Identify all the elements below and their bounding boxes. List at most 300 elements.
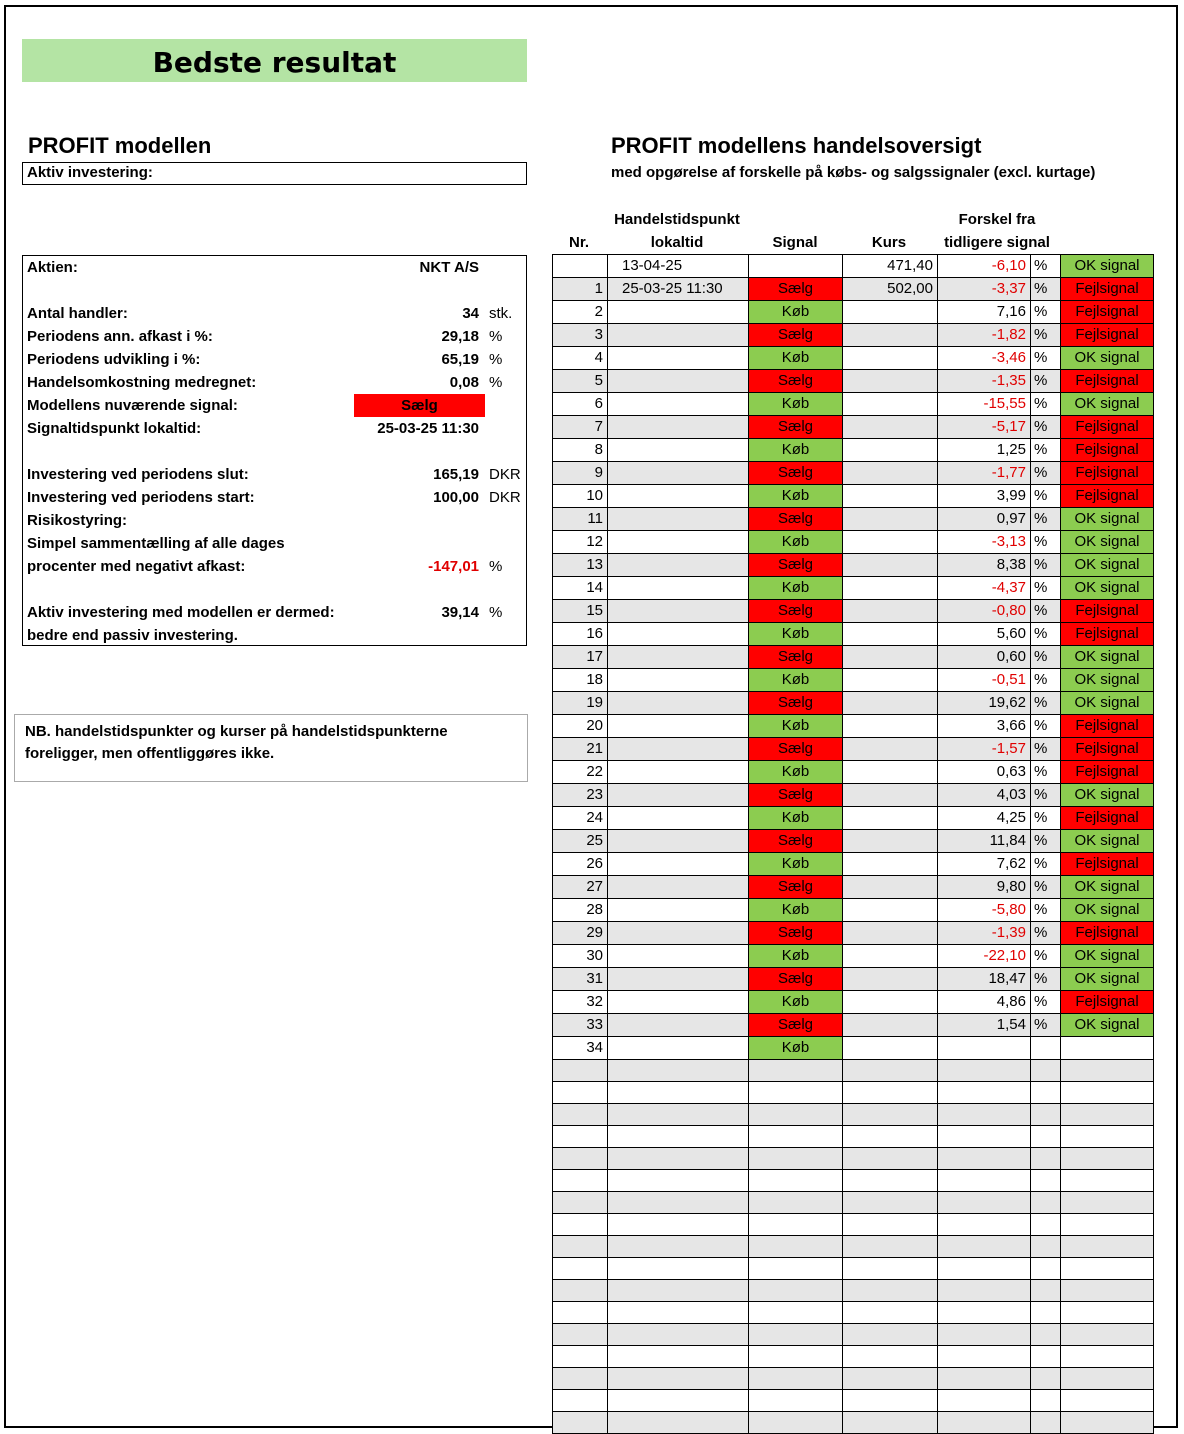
table-row: [553, 692, 1154, 715]
cell-nr: [553, 1412, 608, 1434]
cell-nr: 13: [553, 554, 608, 577]
cell-status: Fejlsignal: [1061, 324, 1154, 347]
cell-signal: Køb: [749, 393, 843, 416]
cell-signal: [749, 1082, 843, 1104]
cell-status: Fejlsignal: [1061, 807, 1154, 830]
cell-kurs: [843, 1412, 938, 1434]
stat-value: 25-03-25 11:30: [377, 420, 479, 437]
cell-diff: 5,60: [938, 623, 1031, 646]
table-row: [553, 738, 1154, 761]
cell-time: [608, 1014, 749, 1037]
stat-signaltidspunkt: [27, 417, 523, 440]
stat-label: Investering ved periodens slut:: [27, 466, 249, 483]
cell-kurs: [843, 1126, 938, 1148]
cell-diff: -3,13: [938, 531, 1031, 554]
cell-signal: Sælg: [749, 370, 843, 393]
cell-pct: %: [1031, 738, 1061, 761]
table-row: [553, 1126, 1154, 1148]
cell-status: [1061, 1324, 1154, 1346]
cell-signal: Køb: [749, 853, 843, 876]
stat-unit: %: [489, 328, 503, 345]
cell-time: [608, 1214, 749, 1236]
stat-investering-slut: [27, 463, 523, 486]
cell-status: OK signal: [1061, 1014, 1154, 1037]
cell-time: [608, 1148, 749, 1170]
cell-status: [1061, 1082, 1154, 1104]
table-row: [553, 1104, 1154, 1126]
table-row: [553, 485, 1154, 508]
cell-pct: %: [1031, 324, 1061, 347]
cell-signal: [749, 1126, 843, 1148]
cell-kurs: [843, 761, 938, 784]
cell-diff: 1,25: [938, 439, 1031, 462]
cell-time: [608, 462, 749, 485]
cell-diff: [938, 1324, 1031, 1346]
table-row: [553, 807, 1154, 830]
stat-label: procenter med negativt afkast:: [27, 558, 246, 575]
cell-signal: Sælg: [749, 876, 843, 899]
cell-signal: Køb: [749, 577, 843, 600]
stat-antal-handler: [27, 302, 523, 325]
table-row: [553, 646, 1154, 669]
cell-pct: %: [1031, 968, 1061, 991]
cell-time: [608, 393, 749, 416]
cell-nr: [553, 1280, 608, 1302]
cell-status: OK signal: [1061, 508, 1154, 531]
cell-pct: [1031, 1170, 1061, 1192]
cell-nr: 19: [553, 692, 608, 715]
cell-pct: [1031, 1236, 1061, 1258]
cell-signal: [749, 1104, 843, 1126]
stat-label: Aktiv investering med modellen er dermed:: [27, 604, 335, 621]
stat-value: 165,19: [433, 466, 479, 483]
cell-signal: Køb: [749, 945, 843, 968]
header-nr: Nr.: [568, 234, 589, 251]
aktiv-investering-box: Aktiv investering:: [22, 162, 527, 185]
cell-kurs: [843, 623, 938, 646]
cell-kurs: [843, 1214, 938, 1236]
table-row: [553, 416, 1154, 439]
cell-nr: [553, 1148, 608, 1170]
table-row: [553, 508, 1154, 531]
cell-kurs: [843, 416, 938, 439]
cell-status: OK signal: [1061, 968, 1154, 991]
cell-diff: [938, 1280, 1031, 1302]
note-box: NB. handelstidspunkter og kurser på handelstidspunkterne foreligger, men offentliggøres ikke.: [14, 714, 528, 782]
right-subheading: med opgørelse af forskelle på købs- og salgssignaler (excl. kurtage): [611, 164, 1096, 181]
trade-table: [552, 254, 1154, 1434]
cell-nr: [553, 1126, 608, 1148]
page-title: Bedste resultat: [152, 46, 397, 79]
cell-kurs: [843, 1170, 938, 1192]
cell-diff: -5,80: [938, 899, 1031, 922]
cell-nr: 18: [553, 669, 608, 692]
cell-pct: [1031, 1302, 1061, 1324]
cell-signal: Køb: [749, 439, 843, 462]
cell-signal: Sælg: [749, 738, 843, 761]
table-row: [553, 439, 1154, 462]
cell-signal: Sælg: [749, 830, 843, 853]
cell-time: [608, 899, 749, 922]
table-row: [553, 1192, 1154, 1214]
stat-label: Handelsomkostning medregnet:: [27, 374, 257, 391]
cell-time: [608, 1302, 749, 1324]
cell-time: [608, 1346, 749, 1368]
cell-diff: -1,82: [938, 324, 1031, 347]
cell-nr: [553, 1302, 608, 1324]
cell-signal: [749, 255, 843, 278]
table-row: [553, 899, 1154, 922]
cell-time: [608, 485, 749, 508]
cell-status: OK signal: [1061, 945, 1154, 968]
cell-status: [1061, 1368, 1154, 1390]
stat-label: Modellens nuværende signal:: [27, 397, 238, 414]
cell-signal: [749, 1192, 843, 1214]
cell-kurs: [843, 485, 938, 508]
cell-time: [608, 1060, 749, 1082]
cell-kurs: 502,00: [843, 278, 938, 301]
cell-signal: Køb: [749, 669, 843, 692]
stat-risikostyring: [27, 509, 523, 532]
cell-pct: [1031, 1368, 1061, 1390]
cell-diff: [938, 1104, 1031, 1126]
cell-status: Fejlsignal: [1061, 485, 1154, 508]
cell-nr: 33: [553, 1014, 608, 1037]
cell-diff: 11,84: [938, 830, 1031, 853]
cell-time: [608, 301, 749, 324]
cell-diff: [938, 1060, 1031, 1082]
cell-status: [1061, 1214, 1154, 1236]
table-row: [553, 1037, 1154, 1060]
cell-pct: %: [1031, 807, 1061, 830]
stat-simpel-line2: [27, 555, 523, 578]
cell-diff: -1,77: [938, 462, 1031, 485]
cell-kurs: [843, 1082, 938, 1104]
cell-nr: 30: [553, 945, 608, 968]
cell-diff: -0,80: [938, 600, 1031, 623]
cell-diff: [938, 1302, 1031, 1324]
cell-time: 25-03-25 11:30: [608, 278, 749, 301]
stat-value: 0,08: [449, 374, 479, 391]
stat-unit: DKR: [489, 466, 521, 483]
cell-pct: %: [1031, 646, 1061, 669]
table-row: [553, 393, 1154, 416]
cell-status: [1061, 1412, 1154, 1434]
stat-unit: %: [489, 351, 503, 368]
cell-pct: %: [1031, 853, 1061, 876]
cell-nr: [553, 1104, 608, 1126]
cell-pct: %: [1031, 600, 1061, 623]
cell-signal: Sælg: [749, 600, 843, 623]
cell-diff: [938, 1258, 1031, 1280]
stat-unit: %: [489, 604, 503, 621]
cell-pct: %: [1031, 255, 1061, 278]
cell-diff: -15,55: [938, 393, 1031, 416]
cell-time: [608, 945, 749, 968]
cell-nr: 5: [553, 370, 608, 393]
cell-diff: -1,57: [938, 738, 1031, 761]
cell-signal: Køb: [749, 1037, 843, 1060]
cell-pct: %: [1031, 715, 1061, 738]
cell-nr: [553, 1192, 608, 1214]
cell-kurs: [843, 1302, 938, 1324]
cell-diff: 18,47: [938, 968, 1031, 991]
table-row: [553, 922, 1154, 945]
cell-signal: Sælg: [749, 692, 843, 715]
cell-kurs: [843, 692, 938, 715]
cell-time: [608, 600, 749, 623]
table-row: [553, 531, 1154, 554]
cell-time: [608, 1368, 749, 1390]
left-heading: PROFIT modellen: [28, 133, 212, 158]
cell-nr: [553, 255, 608, 278]
cell-status: [1061, 1236, 1154, 1258]
cell-kurs: [843, 508, 938, 531]
cell-nr: 16: [553, 623, 608, 646]
cell-status: Fejlsignal: [1061, 761, 1154, 784]
cell-nr: [553, 1390, 608, 1412]
stat-ann-afkast: [27, 325, 523, 348]
cell-signal: [749, 1390, 843, 1412]
cell-nr: 2: [553, 301, 608, 324]
cell-time: [608, 1412, 749, 1434]
cell-kurs: [843, 1014, 938, 1037]
cell-pct: %: [1031, 784, 1061, 807]
cell-status: Fejlsignal: [1061, 439, 1154, 462]
cell-nr: 23: [553, 784, 608, 807]
table-row: [553, 830, 1154, 853]
cell-diff: 4,25: [938, 807, 1031, 830]
cell-time: [608, 439, 749, 462]
cell-pct: %: [1031, 554, 1061, 577]
cell-kurs: [843, 1368, 938, 1390]
cell-pct: [1031, 1214, 1061, 1236]
cell-pct: %: [1031, 508, 1061, 531]
cell-diff: [938, 1390, 1031, 1412]
table-row: [553, 623, 1154, 646]
cell-diff: 8,38: [938, 554, 1031, 577]
cell-pct: %: [1031, 830, 1061, 853]
stat-unit: DKR: [489, 489, 521, 506]
cell-diff: -5,17: [938, 416, 1031, 439]
table-row: [553, 1214, 1154, 1236]
cell-status: [1061, 1280, 1154, 1302]
cell-status: Fejlsignal: [1061, 853, 1154, 876]
cell-kurs: [843, 807, 938, 830]
stat-investering-start: [27, 486, 523, 509]
cell-pct: %: [1031, 945, 1061, 968]
cell-time: [608, 508, 749, 531]
cell-pct: [1031, 1148, 1061, 1170]
cell-nr: 4: [553, 347, 608, 370]
cell-kurs: [843, 669, 938, 692]
cell-kurs: [843, 1192, 938, 1214]
header-time-line2: lokaltid: [650, 234, 704, 251]
cell-pct: [1031, 1060, 1061, 1082]
cell-nr: 15: [553, 600, 608, 623]
cell-kurs: [843, 876, 938, 899]
cell-time: [608, 853, 749, 876]
cell-pct: %: [1031, 439, 1061, 462]
cell-signal: Sælg: [749, 554, 843, 577]
cell-status: Fejlsignal: [1061, 301, 1154, 324]
cell-time: [608, 554, 749, 577]
cell-status: OK signal: [1061, 830, 1154, 853]
stat-aktiv-line2: [27, 624, 523, 647]
cell-kurs: [843, 646, 938, 669]
stat-label: Aktien:: [27, 259, 78, 276]
cell-nr: 11: [553, 508, 608, 531]
cell-nr: [553, 1324, 608, 1346]
cell-time: [608, 968, 749, 991]
cell-kurs: [843, 1037, 938, 1060]
cell-nr: 21: [553, 738, 608, 761]
cell-status: [1061, 1060, 1154, 1082]
cell-time: [608, 324, 749, 347]
cell-nr: 24: [553, 807, 608, 830]
table-row: [553, 669, 1154, 692]
stat-label: Antal handler:: [27, 305, 128, 322]
stat-label: Risikostyring:: [27, 512, 128, 529]
cell-pct: %: [1031, 692, 1061, 715]
cell-pct: [1031, 1390, 1061, 1412]
cell-signal: [749, 1412, 843, 1434]
table-row: [553, 324, 1154, 347]
stat-unit: %: [489, 558, 503, 575]
cell-pct: [1031, 1346, 1061, 1368]
cell-nr: [553, 1060, 608, 1082]
cell-diff: -4,37: [938, 577, 1031, 600]
cell-signal: Sælg: [749, 508, 843, 531]
cell-time: [608, 623, 749, 646]
cell-kurs: [843, 1258, 938, 1280]
cell-pct: [1031, 1412, 1061, 1434]
cell-signal: [749, 1214, 843, 1236]
table-row: [553, 1258, 1154, 1280]
table-row: [553, 301, 1154, 324]
cell-signal: [749, 1368, 843, 1390]
cell-kurs: [843, 1104, 938, 1126]
cell-pct: %: [1031, 301, 1061, 324]
cell-time: [608, 738, 749, 761]
cell-status: Fejlsignal: [1061, 715, 1154, 738]
cell-time: [608, 1192, 749, 1214]
cell-time: [608, 784, 749, 807]
table-row: [553, 1082, 1154, 1104]
cell-time: [608, 692, 749, 715]
cell-diff: 4,03: [938, 784, 1031, 807]
cell-diff: -6,10: [938, 255, 1031, 278]
cell-pct: %: [1031, 485, 1061, 508]
table-row: [553, 1324, 1154, 1346]
cell-nr: [553, 1346, 608, 1368]
cell-status: OK signal: [1061, 577, 1154, 600]
cell-signal: Sælg: [749, 784, 843, 807]
cell-status: [1061, 1302, 1154, 1324]
cell-nr: 20: [553, 715, 608, 738]
cell-nr: 1: [553, 278, 608, 301]
cell-signal: [749, 1170, 843, 1192]
cell-pct: %: [1031, 623, 1061, 646]
cell-signal: [749, 1060, 843, 1082]
cell-signal: Sælg: [749, 462, 843, 485]
cell-signal: Køb: [749, 715, 843, 738]
header-diff-line2: tidligere signal: [944, 234, 1050, 251]
cell-nr: 9: [553, 462, 608, 485]
cell-nr: 28: [553, 899, 608, 922]
cell-diff: [938, 1192, 1031, 1214]
cell-diff: 7,16: [938, 301, 1031, 324]
cell-diff: [938, 1082, 1031, 1104]
cell-signal: [749, 1148, 843, 1170]
cell-status: Fejlsignal: [1061, 738, 1154, 761]
cell-kurs: [843, 1236, 938, 1258]
table-row: [553, 600, 1154, 623]
stat-value: 34: [462, 305, 479, 322]
cell-nr: 32: [553, 991, 608, 1014]
table-row: [553, 370, 1154, 393]
cell-time: [608, 669, 749, 692]
cell-pct: %: [1031, 761, 1061, 784]
stat-label: Simpel sammentælling af alle dages: [27, 535, 285, 552]
cell-time: [608, 1390, 749, 1412]
cell-diff: 9,80: [938, 876, 1031, 899]
table-row: [553, 1236, 1154, 1258]
cell-pct: %: [1031, 876, 1061, 899]
table-row: [553, 968, 1154, 991]
cell-diff: [938, 1412, 1031, 1434]
table-row: [553, 1412, 1154, 1434]
cell-status: [1061, 1126, 1154, 1148]
cell-kurs: [843, 462, 938, 485]
table-row: [553, 945, 1154, 968]
cell-nr: 6: [553, 393, 608, 416]
cell-signal: Køb: [749, 623, 843, 646]
cell-signal: Sælg: [749, 416, 843, 439]
cell-signal: Sælg: [749, 922, 843, 945]
cell-nr: 7: [553, 416, 608, 439]
cell-pct: %: [1031, 416, 1061, 439]
cell-signal: Sælg: [749, 968, 843, 991]
cell-nr: [553, 1214, 608, 1236]
cell-signal: [749, 1302, 843, 1324]
cell-status: Fejlsignal: [1061, 278, 1154, 301]
table-row: [553, 853, 1154, 876]
cell-diff: -3,46: [938, 347, 1031, 370]
cell-signal: Sælg: [749, 646, 843, 669]
table-row: [553, 255, 1154, 278]
cell-diff: 0,63: [938, 761, 1031, 784]
cell-diff: -1,39: [938, 922, 1031, 945]
cell-status: [1061, 1346, 1154, 1368]
stat-label: Periodens udvikling i %:: [27, 351, 201, 368]
cell-signal: Køb: [749, 347, 843, 370]
stat-aktiv-line1: [27, 601, 523, 624]
cell-status: [1061, 1390, 1154, 1412]
cell-signal: [749, 1324, 843, 1346]
cell-nr: 26: [553, 853, 608, 876]
stat-unit: stk.: [489, 305, 513, 322]
cell-time: [608, 1280, 749, 1302]
cell-pct: %: [1031, 531, 1061, 554]
table-row: [553, 1390, 1154, 1412]
cell-pct: %: [1031, 991, 1061, 1014]
cell-nr: 31: [553, 968, 608, 991]
cell-kurs: [843, 324, 938, 347]
cell-status: [1061, 1170, 1154, 1192]
table-row: [553, 462, 1154, 485]
table-row: [553, 347, 1154, 370]
